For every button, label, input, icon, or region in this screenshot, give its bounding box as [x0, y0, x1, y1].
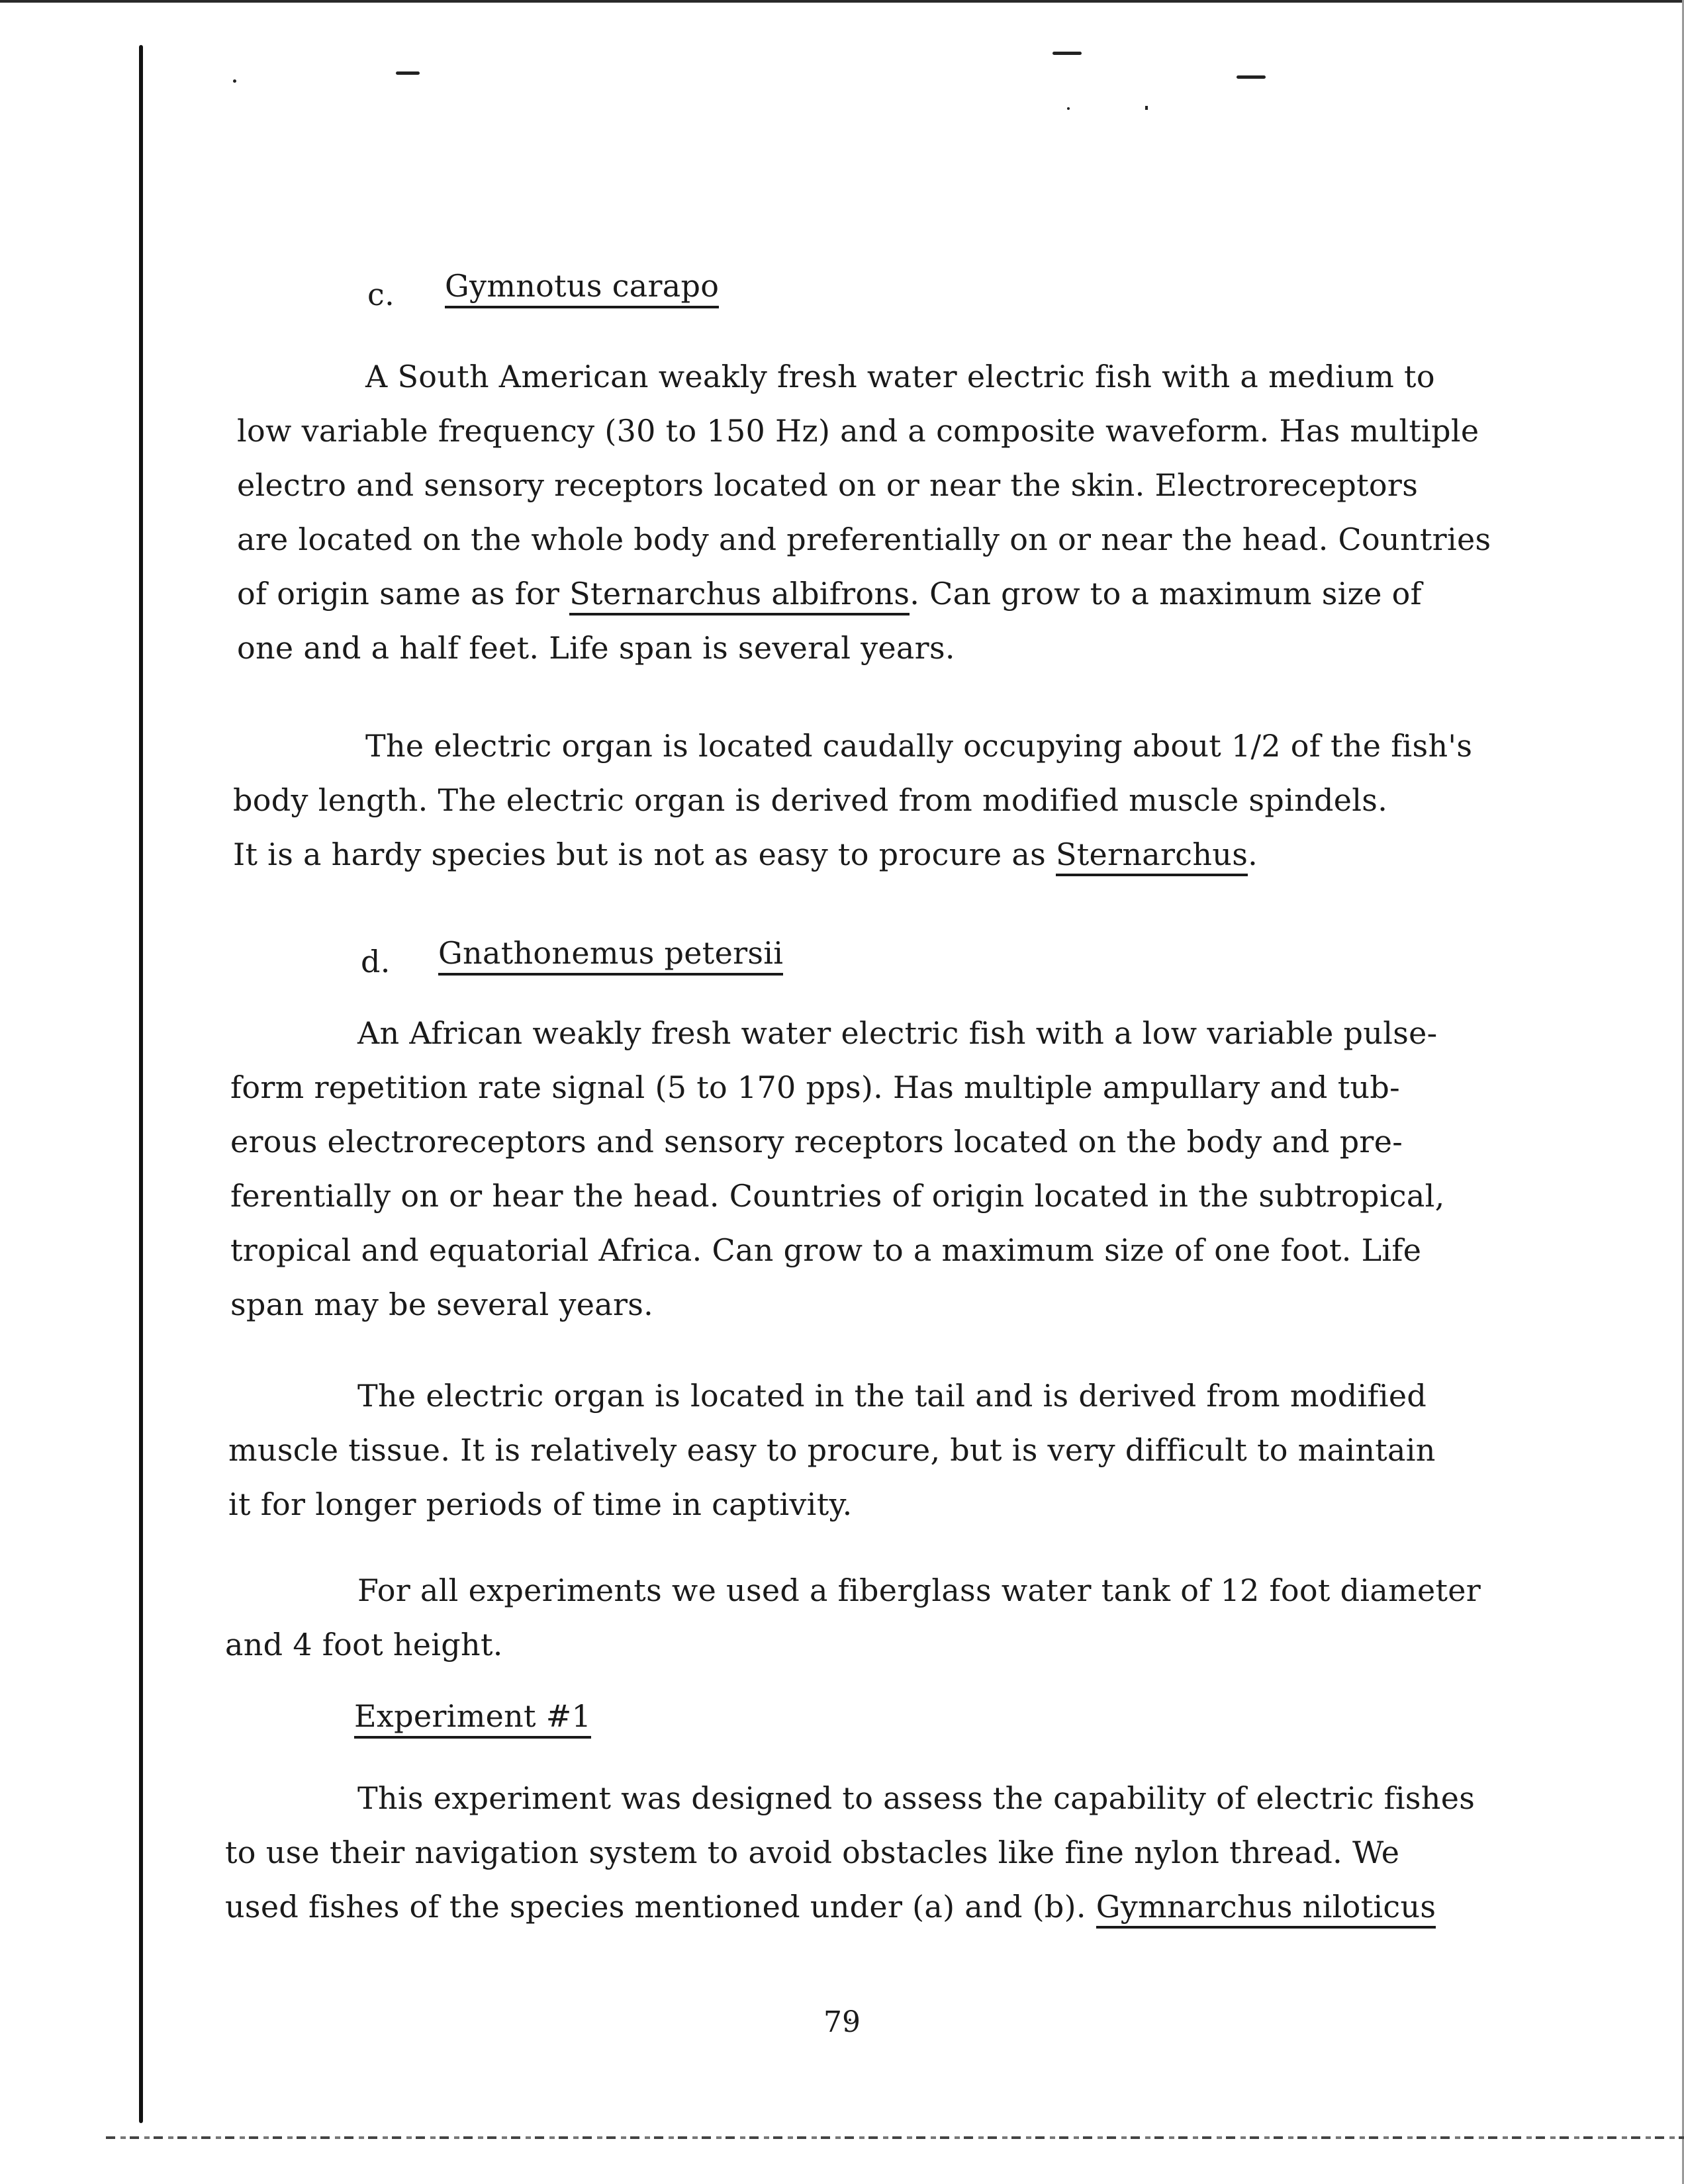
- text-line: are located on the whole body and preferentially on or near the head. Countries: [237, 522, 1491, 557]
- scan-speck: [1067, 107, 1070, 110]
- text-line: ferentially on or hear the head. Countries of origin located in the subtropical,: [230, 1178, 1445, 1214]
- section-marker: c.: [367, 277, 395, 312]
- section-heading: Experiment #1: [354, 1698, 591, 1739]
- text-line: to use their navigation system to avoid obstacles like fine nylon thread. We: [225, 1835, 1400, 1870]
- text-span: of origin same as for: [237, 576, 570, 612]
- text-span: It is a hardy species but is not as easy to procure as: [233, 837, 1056, 872]
- text-line: This experiment was designed to assess the capability of electric fishes: [357, 1780, 1475, 1816]
- text-line: [237, 567, 1422, 621]
- text-line: tropical and equatorial Africa. Can grow to a maximum size of one foot. Life: [230, 1232, 1422, 1268]
- text-line: and 4 foot height.: [225, 1627, 503, 1662]
- text-line: [233, 827, 1258, 882]
- scan-speck: [1145, 106, 1148, 110]
- text-line: For all experiments we used a fiberglass water tank of 12 foot diameter: [357, 1572, 1481, 1608]
- text-line: span may be several years.: [230, 1287, 654, 1322]
- scan-speck: [396, 71, 420, 75]
- text-line: low variable frequency (30 to 150 Hz) and a composite waveform. Has multiple: [237, 413, 1479, 449]
- left-margin-rule: [139, 45, 143, 2123]
- text-span: used fishes of the species mentioned under (a) and (b).: [225, 1889, 1096, 1925]
- text-line: electro and sensory receptors located on or near the skin. Electroreceptors: [237, 467, 1419, 503]
- scan-speck: [1237, 75, 1266, 79]
- text-span: . Can grow to a maximum size of: [910, 576, 1422, 612]
- scan-speck: [233, 79, 236, 83]
- species-name: Sternarchus: [1056, 837, 1248, 876]
- scan-edge-bottom: [106, 2136, 1684, 2139]
- section-heading: Gymnotus carapo: [445, 267, 719, 308]
- text-line: it for longer periods of time in captivity.: [228, 1486, 853, 1522]
- section-heading: Gnathonemus petersii: [438, 934, 783, 976]
- text-span: .: [1248, 837, 1258, 872]
- text-line: The electric organ is located caudally occupying about 1/2 of the fish's: [365, 728, 1473, 764]
- text-line: A South American weakly fresh water electric fish with a medium to: [365, 359, 1435, 394]
- text-line: muscle tissue. It is relatively easy to procure, but is very difficult to maintain: [228, 1432, 1436, 1468]
- text-line: form repetition rate signal (5 to 170 pps). Has multiple ampullary and tub-: [230, 1069, 1401, 1105]
- scan-edge-top: [0, 0, 1684, 3]
- species-name: Gymnarchus niloticus: [1096, 1889, 1436, 1929]
- text-line: The electric organ is located in the tail and is derived from modified: [357, 1378, 1427, 1414]
- text-line: one and a half feet. Life span is several years.: [237, 630, 955, 666]
- text-line: An African weakly fresh water electric fish with a low variable pulse-: [357, 1015, 1438, 1051]
- text-line: body length. The electric organ is derived from modified muscle spindels.: [233, 782, 1388, 818]
- species-name: Sternarchus albifrons: [569, 576, 910, 615]
- scan-speck: [1052, 52, 1082, 55]
- page-number: 79: [823, 2005, 861, 2039]
- section-marker: d.: [361, 944, 391, 979]
- text-line: [225, 1880, 1436, 1934]
- text-line: erous electroreceptors and sensory receptors located on the body and pre-: [230, 1124, 1403, 1160]
